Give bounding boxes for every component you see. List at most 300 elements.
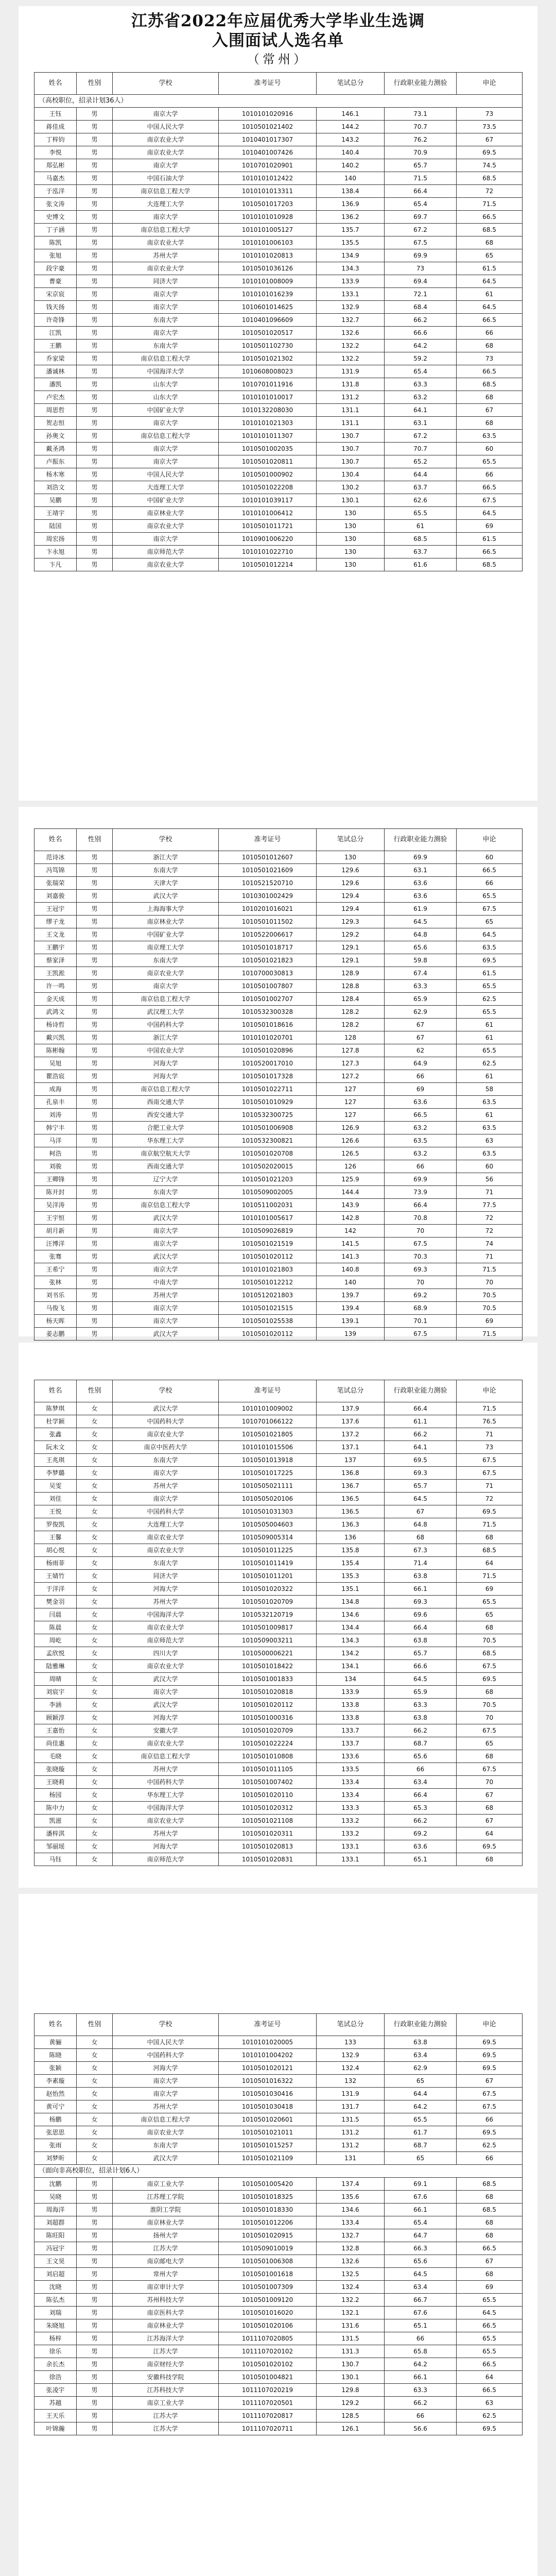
gender-cell: 女	[77, 1763, 113, 1776]
aptitude-score-cell: 63.6	[385, 877, 457, 890]
school-cell: 中国矿业大学	[113, 494, 219, 507]
gender-cell: 女	[77, 2100, 113, 2113]
roster-table-header	[34, 73, 523, 95]
school-cell: 安徽大学	[113, 1724, 219, 1737]
name-cell: 张旭	[34, 249, 77, 262]
essay-score-cell: 66	[457, 2152, 523, 2165]
essay-score-cell: 71.5	[457, 1328, 523, 1341]
ticket-number-cell: 1011107020501	[219, 2397, 317, 2410]
gender-cell: 男	[77, 2307, 113, 2319]
essay-score-cell: 68	[457, 236, 523, 249]
gender-cell: 男	[77, 2268, 113, 2281]
gender-cell: 男	[77, 1328, 113, 1341]
total-score-cell: 132.6	[317, 327, 385, 340]
school-cell: 南京大学	[113, 159, 219, 172]
aptitude-score-cell: 63.8	[385, 1634, 457, 1647]
gender-cell: 男	[77, 146, 113, 159]
name-cell: 王凯淞	[34, 967, 77, 980]
gender-cell: 女	[77, 1840, 113, 1853]
total-score-cell: 136	[317, 1531, 385, 1544]
ticket-number-cell: 1010501025538	[219, 1315, 317, 1328]
total-score-cell: 133.8	[317, 1711, 385, 1724]
col-total-header: 笔试总分	[317, 73, 385, 95]
school-cell: 东南大学	[113, 314, 219, 327]
name-cell: 凯滋	[34, 1815, 77, 1827]
school-cell: 西安交通大学	[113, 1109, 219, 1122]
table-row	[34, 2255, 523, 2268]
aptitude-score-cell: 67.2	[385, 430, 457, 443]
name-cell: 王希宁	[34, 1263, 77, 1276]
school-cell: 山东大学	[113, 378, 219, 391]
aptitude-score-cell: 65.4	[385, 198, 457, 211]
aptitude-score-cell: 69.2	[385, 1289, 457, 1302]
aptitude-score-cell: 62.9	[385, 1006, 457, 1019]
school-cell: 江苏大学	[113, 2410, 219, 2422]
gender-cell: 女	[77, 1608, 113, 1621]
roster-table-body	[34, 1402, 523, 1866]
ticket-number-cell: 1010301002429	[219, 890, 317, 903]
gender-cell: 男	[77, 262, 113, 275]
gender-cell: 女	[77, 1505, 113, 1518]
school-cell: 南京农业大学	[113, 1737, 219, 1750]
total-score-cell: 134.8	[317, 1596, 385, 1608]
total-score-cell: 131.1	[317, 404, 385, 417]
aptitude-score-cell: 64.5	[385, 916, 457, 928]
essay-score-cell: 69.5	[457, 1505, 523, 1518]
school-cell: 辽宁大学	[113, 1173, 219, 1186]
aptitude-score-cell: 66.3	[385, 2242, 457, 2255]
table-row	[34, 1415, 523, 1428]
ticket-number-cell: 1010501020517	[219, 327, 317, 340]
ticket-number-cell: 1010501102730	[219, 340, 317, 352]
table-row	[34, 2384, 523, 2397]
name-cell: 李悦	[34, 146, 77, 159]
total-score-cell: 126.1	[317, 2422, 385, 2435]
ticket-number-cell: 1010101020813	[219, 249, 317, 262]
table-row	[34, 1225, 523, 1238]
total-score-cell: 133.1	[317, 1853, 385, 1866]
table-row	[34, 1711, 523, 1724]
col-school-header: 学校	[113, 73, 219, 95]
name-cell: 吴洋涛	[34, 1199, 77, 1212]
name-cell: 金天成	[34, 993, 77, 1006]
table-row	[34, 1263, 523, 1276]
school-cell: 南京农业大学	[113, 1621, 219, 1634]
table-row	[34, 546, 523, 558]
aptitude-score-cell: 66.2	[385, 1428, 457, 1441]
total-score-cell: 132.5	[317, 2268, 385, 2281]
essay-score-cell: 69.5	[457, 2062, 523, 2075]
aptitude-score-cell: 65.6	[385, 2255, 457, 2268]
name-cell: 王宇恒	[34, 1212, 77, 1225]
table-row	[34, 1302, 523, 1315]
name-cell: 刘骏	[34, 1160, 77, 1173]
school-cell: 中国矿业大学	[113, 928, 219, 941]
ticket-number-cell: 1010501021108	[219, 1815, 317, 1827]
name-cell: 缪子龙	[34, 916, 77, 928]
total-score-cell: 131.1	[317, 417, 385, 430]
essay-score-cell: 65	[457, 249, 523, 262]
aptitude-score-cell: 66.2	[385, 1815, 457, 1827]
name-cell: 潘凯	[34, 378, 77, 391]
aptitude-score-cell: 63.4	[385, 2049, 457, 2062]
ticket-number-cell: 1010501009817	[219, 1621, 317, 1634]
total-score-cell: 134.6	[317, 2204, 385, 2216]
gender-cell: 女	[77, 1570, 113, 1583]
essay-score-cell: 76.5	[457, 1415, 523, 1428]
essay-score-cell: 66.5	[457, 2384, 523, 2397]
essay-score-cell: 64.5	[457, 507, 523, 520]
essay-score-cell: 71.5	[457, 1263, 523, 1276]
school-cell: 河海大学	[113, 1070, 219, 1083]
table-row	[34, 1083, 523, 1096]
gender-cell: 男	[77, 916, 113, 928]
ticket-number-cell: 1010505004603	[219, 1518, 317, 1531]
gender-cell: 男	[77, 1263, 113, 1276]
name-cell: 李涵	[34, 1699, 77, 1711]
table-row	[34, 890, 523, 903]
essay-score-cell: 69.5	[457, 2036, 523, 2049]
total-score-cell: 132.2	[317, 340, 385, 352]
total-score-cell: 129.8	[317, 2384, 385, 2397]
table-row	[34, 1006, 523, 1019]
school-cell: 浙江大学	[113, 1031, 219, 1044]
gender-cell: 男	[77, 864, 113, 877]
ticket-number-cell: 1010101010928	[219, 211, 317, 224]
ticket-number-cell: 1010701066122	[219, 1415, 317, 1428]
aptitude-score-cell: 65.7	[385, 1480, 457, 1493]
table-row	[34, 1147, 523, 1160]
aptitude-score-cell: 70.8	[385, 1212, 457, 1225]
total-score-cell: 130.1	[317, 2371, 385, 2384]
name-cell: 冯笃锦	[34, 864, 77, 877]
name-cell: 张瑞荣	[34, 877, 77, 890]
school-cell: 南京大学	[113, 1238, 219, 1250]
table-row	[34, 2422, 523, 2435]
gender-cell: 男	[77, 1225, 113, 1238]
table-row	[34, 288, 523, 301]
table-row	[34, 1802, 523, 1815]
gender-cell: 女	[77, 1827, 113, 1840]
gender-cell: 女	[77, 2126, 113, 2139]
name-cell: 蔡家泽	[34, 954, 77, 967]
ticket-number-cell: 1010101021303	[219, 417, 317, 430]
total-score-cell: 131.3	[317, 2345, 385, 2358]
ticket-number-cell: 1010501020708	[219, 1147, 317, 1160]
total-score-cell: 135.3	[317, 1570, 385, 1583]
gender-cell: 女	[77, 1647, 113, 1660]
gender-cell: 女	[77, 1544, 113, 1557]
table-row	[34, 2371, 523, 2384]
aptitude-score-cell: 66.4	[385, 1402, 457, 1415]
school-cell: 苏州大学	[113, 249, 219, 262]
col-ticket-header: 准考证号	[219, 73, 317, 95]
table-row	[34, 1608, 523, 1621]
aptitude-score-cell: 63.3	[385, 980, 457, 993]
ticket-number-cell: 1010501021402	[219, 121, 317, 133]
ticket-number-cell: 1010501020831	[219, 1853, 317, 1866]
ticket-number-cell: 1010101005127	[219, 224, 317, 236]
name-cell: 张林	[34, 1276, 77, 1289]
aptitude-score-cell: 70.7	[385, 121, 457, 133]
name-cell: 马嘉杰	[34, 172, 77, 185]
school-cell: 中国海洋大学	[113, 365, 219, 378]
name-cell: 余长杰	[34, 2358, 77, 2371]
total-score-cell: 133.8	[317, 1699, 385, 1711]
document-region: （常州）	[247, 52, 309, 66]
total-score-cell: 130.7	[317, 443, 385, 455]
name-cell: 王钰	[34, 108, 77, 121]
table-row	[34, 1570, 523, 1583]
total-score-cell: 128.2	[317, 1006, 385, 1019]
table-row	[34, 1250, 523, 1263]
school-cell: 南京大学	[113, 2075, 219, 2088]
school-cell: 南京大学	[113, 417, 219, 430]
name-cell: 王卿锋	[34, 1173, 77, 1186]
aptitude-score-cell: 69	[385, 1083, 457, 1096]
ticket-number-cell: 1010501020121	[219, 2062, 317, 2075]
gender-cell: 男	[77, 430, 113, 443]
total-score-cell: 139.1	[317, 1315, 385, 1328]
school-cell: 南京大学	[113, 288, 219, 301]
col-essay-header: 申论	[457, 829, 523, 851]
essay-score-cell: 68.5	[457, 558, 523, 571]
essay-score-cell: 69	[457, 1583, 523, 1596]
essay-score-cell: 64	[457, 1827, 523, 1840]
table-row	[34, 1212, 523, 1225]
essay-score-cell: 74	[457, 1238, 523, 1250]
name-cell: 张文涛	[34, 198, 77, 211]
aptitude-score-cell: 70.7	[385, 443, 457, 455]
total-score-cell: 132.4	[317, 2281, 385, 2294]
essay-score-cell: 67.5	[457, 1660, 523, 1673]
school-cell: 华东理工大学	[113, 1789, 219, 1802]
table-row	[34, 980, 523, 993]
total-score-cell: 134.1	[317, 1660, 385, 1673]
ticket-number-cell: 1010501020311	[219, 1827, 317, 1840]
name-cell: 马洋	[34, 1134, 77, 1147]
table-row	[34, 2397, 523, 2410]
gender-cell: 男	[77, 2242, 113, 2255]
aptitude-score-cell: 68.4	[385, 301, 457, 314]
school-cell: 南京林业大学	[113, 2216, 219, 2229]
ticket-number-cell: 1010501017225	[219, 1467, 317, 1480]
ticket-number-cell: 1011107020219	[219, 2384, 317, 2397]
aptitude-score-cell: 66	[385, 1070, 457, 1083]
school-cell: 南京大学	[113, 1467, 219, 1480]
aptitude-score-cell: 66	[385, 2332, 457, 2345]
ticket-number-cell: 1010509003211	[219, 1634, 317, 1647]
school-cell: 南京大学	[113, 301, 219, 314]
essay-score-cell: 69	[457, 520, 523, 533]
ticket-number-cell: 1010101016239	[219, 288, 317, 301]
gender-cell: 女	[77, 1467, 113, 1480]
name-cell: 陆国	[34, 520, 77, 533]
name-cell: 周思哲	[34, 404, 77, 417]
school-cell: 武汉理工大学	[113, 1006, 219, 1019]
school-cell: 苏州大学	[113, 1480, 219, 1493]
name-cell: 陈中力	[34, 1802, 77, 1815]
essay-score-cell: 64	[457, 2371, 523, 2384]
school-cell: 江苏大学	[113, 2345, 219, 2358]
aptitude-score-cell: 65	[385, 2075, 457, 2088]
essay-score-cell: 61.5	[457, 262, 523, 275]
table-row	[34, 236, 523, 249]
essay-score-cell: 66.5	[457, 211, 523, 224]
table-row	[34, 2307, 523, 2319]
gender-cell: 男	[77, 236, 113, 249]
total-score-cell: 144.4	[317, 1186, 385, 1199]
ticket-number-cell: 1010101005617	[219, 1212, 317, 1225]
name-cell: 蒋佳成	[34, 121, 77, 133]
ticket-number-cell: 1010509010019	[219, 2242, 317, 2255]
gender-cell: 女	[77, 2075, 113, 2088]
ticket-number-cell: 1010521520710	[219, 877, 317, 890]
essay-score-cell: 68	[457, 1531, 523, 1544]
aptitude-score-cell: 65.3	[385, 1802, 457, 1815]
total-score-cell: 131	[317, 2152, 385, 2165]
gender-cell: 男	[77, 249, 113, 262]
school-cell: 中国海洋大学	[113, 1608, 219, 1621]
essay-score-cell: 65	[457, 916, 523, 928]
aptitude-score-cell: 63.2	[385, 1122, 457, 1134]
col-aptitude-header: 行政职业能力测验	[385, 829, 457, 851]
ticket-number-cell: 1010501011721	[219, 520, 317, 533]
total-score-cell: 131.2	[317, 391, 385, 404]
total-score-cell: 126	[317, 1160, 385, 1173]
essay-score-cell: 68	[457, 2268, 523, 2281]
gender-cell: 女	[77, 1802, 113, 1815]
gender-cell: 女	[77, 1853, 113, 1866]
table-row	[34, 2294, 523, 2307]
aptitude-score-cell: 68.7	[385, 2139, 457, 2152]
ticket-number-cell: 1010501007402	[219, 1776, 317, 1789]
total-score-cell: 126.9	[317, 1122, 385, 1134]
essay-score-cell: 68	[457, 2216, 523, 2229]
total-score-cell: 133.3	[317, 1802, 385, 1815]
section-heading: （高校职位，招录计划36人）	[34, 95, 523, 108]
gender-cell: 男	[77, 546, 113, 558]
aptitude-score-cell: 67.5	[385, 236, 457, 249]
total-score-cell: 137.9	[317, 1402, 385, 1415]
name-cell: 顾颖淳	[34, 1711, 77, 1724]
total-score-cell: 137.1	[317, 1441, 385, 1454]
table-row	[34, 1647, 523, 1660]
name-cell: 史博文	[34, 211, 77, 224]
essay-score-cell: 67.5	[457, 903, 523, 916]
ticket-number-cell: 1010101004202	[219, 2049, 317, 2062]
name-cell: 姜志鹏	[34, 1328, 77, 1341]
essay-score-cell: 65	[457, 1608, 523, 1621]
total-score-cell: 134.2	[317, 1647, 385, 1660]
name-cell: 杨园	[34, 1789, 77, 1802]
roster-table-body	[34, 95, 523, 571]
school-cell: 同济大学	[113, 1570, 219, 1583]
gender-cell: 男	[77, 417, 113, 430]
ticket-number-cell: 1010501018330	[219, 2204, 317, 2216]
ticket-number-cell: 1010505020106	[219, 1493, 317, 1505]
total-score-cell: 136.8	[317, 1467, 385, 1480]
essay-score-cell: 63.5	[457, 1147, 523, 1160]
name-cell: 刘佳	[34, 1493, 77, 1505]
aptitude-score-cell: 65.5	[385, 507, 457, 520]
aptitude-score-cell: 64.1	[385, 404, 457, 417]
total-score-cell: 127	[317, 1109, 385, 1122]
ticket-number-cell: 1010201016021	[219, 903, 317, 916]
ticket-number-cell: 1010101013311	[219, 185, 317, 198]
essay-score-cell: 71	[457, 1480, 523, 1493]
table-row	[34, 2229, 523, 2242]
name-cell: 郑弘彬	[34, 159, 77, 172]
gender-cell: 男	[77, 365, 113, 378]
gender-cell: 男	[77, 1006, 113, 1019]
gender-cell: 男	[77, 1160, 113, 1173]
name-cell: 吴雯	[34, 1480, 77, 1493]
school-cell: 南京邮电大学	[113, 2255, 219, 2268]
ticket-number-cell: 1010501009120	[219, 2294, 317, 2307]
school-cell: 扬州大学	[113, 2229, 219, 2242]
name-cell: 吴晓	[34, 2191, 77, 2204]
name-cell: 范诗冰	[34, 851, 77, 864]
gender-cell: 男	[77, 121, 113, 133]
table-row	[34, 430, 523, 443]
table-row	[34, 1815, 523, 1827]
table-row	[34, 1776, 523, 1789]
essay-score-cell: 67	[457, 2255, 523, 2268]
aptitude-score-cell: 66	[385, 1160, 457, 1173]
ticket-number-cell: 1010501002707	[219, 993, 317, 1006]
gender-cell: 女	[77, 1673, 113, 1686]
gender-cell: 女	[77, 1402, 113, 1415]
essay-score-cell: 60	[457, 851, 523, 864]
ticket-number-cell: 1010700030813	[219, 967, 317, 980]
school-cell: 南京大学	[113, 1686, 219, 1699]
school-cell: 大连理工大学	[113, 198, 219, 211]
table-row	[34, 481, 523, 494]
essay-score-cell: 71	[457, 1186, 523, 1199]
table-row	[34, 121, 523, 133]
aptitude-score-cell: 66.4	[385, 1789, 457, 1802]
school-cell: 苏州科技大学	[113, 2294, 219, 2307]
table-row	[34, 455, 523, 468]
school-cell: 南京林业大学	[113, 916, 219, 928]
table-row	[34, 1199, 523, 1212]
school-cell: 中国农业大学	[113, 1044, 219, 1057]
essay-score-cell: 73	[457, 1441, 523, 1454]
name-cell: 张鑫	[34, 1428, 77, 1441]
table-row	[34, 2319, 523, 2332]
school-cell: 南京农业大学	[113, 1428, 219, 1441]
school-cell: 大连理工大学	[113, 1518, 219, 1531]
school-cell: 河海大学	[113, 1711, 219, 1724]
essay-score-cell: 68	[457, 340, 523, 352]
essay-score-cell: 72	[457, 1493, 523, 1505]
essay-score-cell: 77.5	[457, 1199, 523, 1212]
school-cell: 南京农业大学	[113, 262, 219, 275]
table-row	[34, 1454, 523, 1467]
ticket-number-cell: 1010501005420	[219, 2178, 317, 2191]
gender-cell: 男	[77, 2397, 113, 2410]
essay-score-cell: 65	[457, 1737, 523, 1750]
col-name-header: 姓名	[34, 73, 77, 95]
school-cell: 武汉大学	[113, 1250, 219, 1263]
school-cell: 江苏理工学院	[113, 2191, 219, 2204]
aptitude-score-cell: 63.6	[385, 1840, 457, 1853]
gender-cell: 男	[77, 494, 113, 507]
total-score-cell: 130.7	[317, 2358, 385, 2371]
table-row	[34, 864, 523, 877]
essay-score-cell: 63.5	[457, 1122, 523, 1134]
